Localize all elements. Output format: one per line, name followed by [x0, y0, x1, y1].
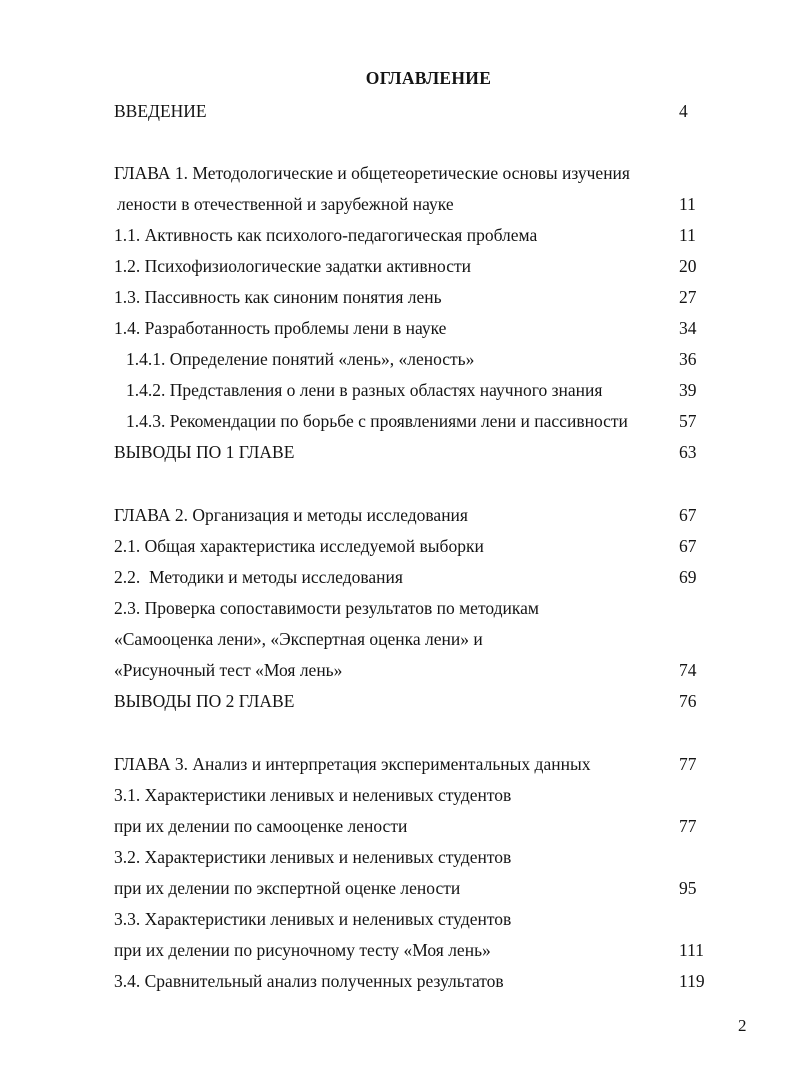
toc-entry-text: ГЛАВА 1. Методологические и общетеоретические основы изучения [114, 163, 630, 183]
toc-entry [0, 938, 793, 962]
toc-entry-text: 2.2. Методики и методы исследования [114, 567, 403, 587]
toc-entry [0, 783, 793, 807]
toc-entry-page: 119 [679, 971, 705, 991]
toc-entry-page: 39 [679, 380, 697, 400]
toc-entry-text: 3.2. Характеристики ленивых и неленивых студентов [114, 847, 512, 867]
toc-entry-text: «Рисуночный тест «Моя лень» [114, 660, 343, 680]
toc-entry-text: ГЛАВА 2. Организация и методы исследования [114, 505, 468, 525]
toc-entry [0, 99, 793, 123]
toc-entry-page: 11 [679, 225, 696, 245]
toc-entry [0, 876, 793, 900]
toc-entry-page: 27 [679, 287, 697, 307]
toc-entry-page: 57 [679, 411, 697, 431]
toc-entry-text: ГЛАВА 3. Анализ и интерпретация экспериментальных данных [114, 754, 591, 774]
toc-entry [0, 534, 793, 558]
toc-entry [0, 596, 793, 620]
toc-entry-page: 63 [679, 442, 697, 462]
toc-entry-page: 77 [679, 754, 697, 774]
toc-entry-page: 67 [679, 536, 697, 556]
toc-entry [0, 409, 793, 433]
toc-entry-text: 3.4. Сравнительный анализ полученных результатов [114, 971, 504, 991]
toc-entry [0, 192, 793, 216]
toc-entry [0, 627, 793, 651]
toc-entry-page: 34 [679, 318, 697, 338]
toc-entry-text: 1.4.3. Рекомендации по борьбе с проявлениями лени и пассивности [126, 411, 628, 431]
toc-entry-text: 1.4. Разработанность проблемы лени в науке [114, 318, 447, 338]
toc-entry [0, 565, 793, 589]
toc-entry [0, 316, 793, 340]
toc-entry [0, 285, 793, 309]
toc-entry-text: 2.3. Проверка сопоставимости результатов по методикам [114, 598, 539, 618]
toc-entry-page: 69 [679, 567, 697, 587]
toc-entry-text: 2.1. Общая характеристика исследуемой выборки [114, 536, 484, 556]
toc-entry-text: ВЫВОДЫ ПО 1 ГЛАВЕ [114, 442, 295, 462]
toc-entry-text: 3.1. Характеристики ленивых и неленивых студентов [114, 785, 512, 805]
toc-entry-page: 67 [679, 505, 697, 525]
toc-entry [0, 254, 793, 278]
toc-entry-page: 76 [679, 691, 697, 711]
toc-entry-text: 3.3. Характеристики ленивых и неленивых студентов [114, 909, 512, 929]
toc-entry-text: при их делении по самооценке лености [114, 816, 408, 836]
toc-entry-text: 1.2. Психофизиологические задатки активности [114, 256, 471, 276]
toc-entry-text: «Самооценка лени», «Экспертная оценка лени» и [114, 629, 483, 649]
toc-entry [0, 440, 793, 464]
toc-entry [0, 845, 793, 869]
toc-entry-text: 1.4.1. Определение понятий «лень», «леность» [126, 349, 475, 369]
toc-entry [0, 503, 793, 527]
toc-entry-text: 1.4.2. Представления о лени в разных областях научного знания [126, 380, 603, 400]
toc-title: ОГЛАВЛЕНИЕ [365, 68, 492, 88]
toc-entry-page: 77 [679, 816, 697, 836]
toc-entry-page: 4 [679, 101, 688, 121]
toc-entry [0, 752, 793, 776]
toc-entry [0, 689, 793, 713]
toc-entry [0, 347, 793, 371]
toc-entry-page: 111 [679, 940, 704, 960]
page-number: 2 [738, 1016, 747, 1035]
toc-entry [0, 223, 793, 247]
toc-entry-text: при их делении по экспертной оценке лености [114, 878, 461, 898]
toc-entry [0, 814, 793, 838]
toc-entry-text: ВЫВОДЫ ПО 2 ГЛАВЕ [114, 691, 295, 711]
toc-entry [0, 907, 793, 931]
toc-entry-page: 11 [679, 194, 696, 214]
toc-entry-text: 1.1. Активность как психолого-педагогическая проблема [114, 225, 538, 245]
toc-entry-page: 95 [679, 878, 697, 898]
toc-entry [0, 378, 793, 402]
toc-entry-text: 1.3. Пассивность как синоним понятия лень [114, 287, 442, 307]
toc-entry-page: 36 [679, 349, 697, 369]
toc-entry-text: ВВЕДЕНИЕ [114, 101, 207, 121]
toc-entry [0, 161, 793, 185]
toc-entry [0, 658, 793, 682]
toc-entry-text: лености в отечественной и зарубежной науке [117, 194, 454, 214]
toc-entry [0, 969, 793, 993]
toc-entry-text: при их делении по рисуночному тесту «Моя лень» [114, 940, 491, 960]
toc-entry-page: 74 [679, 660, 697, 680]
toc-entry-page: 20 [679, 256, 697, 276]
